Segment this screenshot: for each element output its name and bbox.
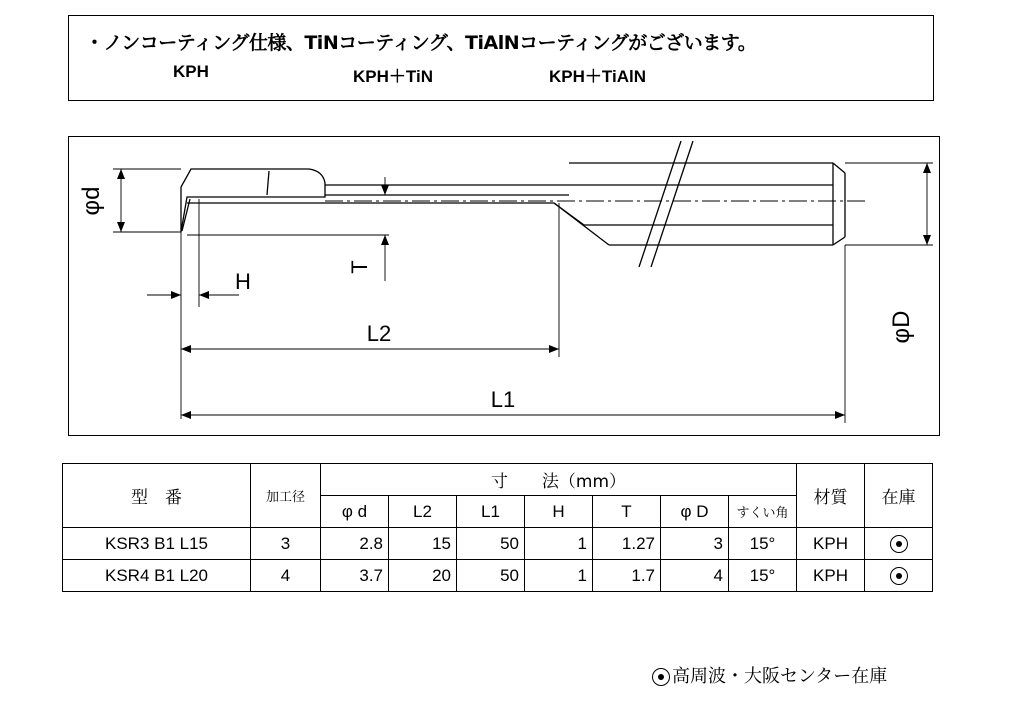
variant-kph-tin: KPH＋TiN [353,67,433,86]
cell-T: 1.27 [593,528,661,560]
tool-head [181,169,325,232]
coating-note-box [68,15,934,101]
label-H: H [235,269,251,294]
cell-model: KSR4 B1 L20 [63,560,251,592]
variant-kph-tialn: KPH＋TiAlN [549,67,646,86]
variant-kph: KPH [173,62,209,81]
label-L2: L2 [366,321,392,346]
header-dimensions: 寸 法（mm） [321,464,797,496]
header-L2: L2 [389,496,457,528]
in-stock-icon [890,567,908,585]
header-material: 材質 [797,464,865,528]
spec-table [62,463,933,592]
label-phi-d: φd [78,186,105,216]
header-H: H [525,496,593,528]
coating-note-text: ・ノンコーティング仕様、TiNコーティング、TiAlNコーティングがございます。 [85,32,757,54]
cell-dia: 4 [251,560,321,592]
header-phi-D: φ D [661,496,729,528]
cell-d: 3.7 [321,560,389,592]
cell-L1: 50 [457,528,525,560]
cell-stock [865,560,933,592]
cell-material: KPH [797,560,865,592]
table-row [63,528,933,560]
cell-H: 1 [525,560,593,592]
label-T: T [347,260,372,274]
cell-T: 1.7 [593,560,661,592]
header-model: 型 番 [63,464,251,528]
cell-L2: 20 [389,560,457,592]
in-stock-icon [890,535,908,553]
cell-D: 4 [661,560,729,592]
cell-material: KPH [797,528,865,560]
cell-D: 3 [661,528,729,560]
stock-legend [652,662,887,688]
header-T: T [593,496,661,528]
header-phi-d: φ d [321,496,389,528]
in-stock-icon [652,668,670,686]
table-row [63,560,933,592]
header-stock: 在庫 [865,464,933,528]
cell-rake: 15° [729,560,797,592]
cell-L1: 50 [457,560,525,592]
header-L1: L1 [457,496,525,528]
cell-H: 1 [525,528,593,560]
cell-d: 2.8 [321,528,389,560]
header-diameter: 加工径 [251,464,321,528]
header-rake-angle: すくい角 [729,496,797,528]
cell-L2: 15 [389,528,457,560]
label-L1: L1 [490,387,516,412]
stock-legend-text: 高周波・大阪センター在庫 [672,666,888,687]
tool-drawing-svg [69,137,941,437]
label-phi-D: φD [888,310,915,344]
cell-dia: 3 [251,528,321,560]
cell-rake: 15° [729,528,797,560]
cell-stock [865,528,933,560]
tool-drawing [68,136,940,436]
cell-model: KSR3 B1 L15 [63,528,251,560]
